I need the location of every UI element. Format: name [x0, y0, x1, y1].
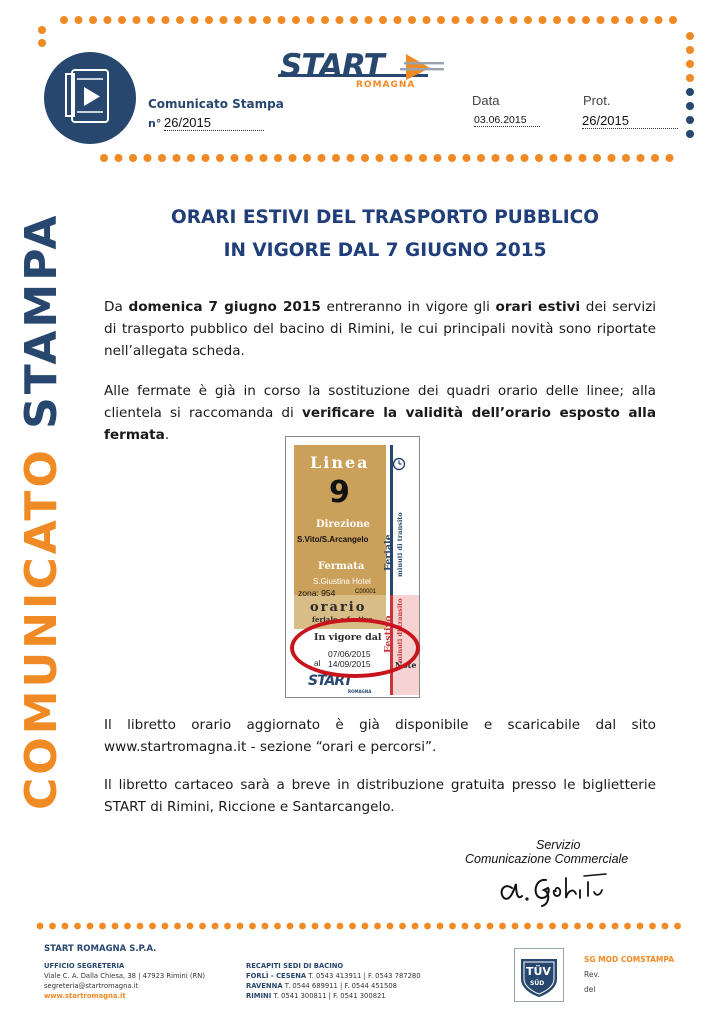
prot-label: Prot.	[583, 93, 611, 108]
prot-value: 26/2015	[582, 113, 678, 129]
frame-dot	[477, 154, 485, 162]
footer-dot	[562, 923, 569, 930]
footer-dot	[337, 923, 344, 930]
frame-dot	[550, 154, 558, 162]
frame-dot	[568, 16, 576, 24]
footer-dot	[437, 923, 444, 930]
title-line-1: ORARI ESTIVI DEL TRASPORTO PUBBLICO	[171, 207, 599, 228]
frame-dot	[686, 102, 694, 110]
frame-dot	[379, 16, 387, 24]
doc-type-label: Comunicato Stampa	[148, 97, 284, 111]
frame-dot	[669, 16, 677, 24]
tt-zona: zona: 954	[298, 588, 336, 598]
frame-dot	[115, 154, 123, 162]
footer-dot	[349, 923, 356, 930]
frame-dot	[292, 16, 300, 24]
footer-company: START ROMAGNA S.P.A.	[44, 944, 157, 954]
footer-dot	[299, 923, 306, 930]
frame-dot	[191, 16, 199, 24]
p1-bold-date: domenica 7 giugno 2015	[128, 299, 321, 315]
frame-dot	[495, 16, 503, 24]
frame-dot	[553, 16, 561, 24]
frame-dot	[437, 16, 445, 24]
footer-dot	[324, 923, 331, 930]
frame-dot	[147, 16, 155, 24]
footer-dot	[412, 923, 419, 930]
logo-brand-text: START	[280, 48, 384, 84]
footer-dot	[424, 923, 431, 930]
frame-dot	[686, 116, 694, 124]
footer-dot	[149, 923, 156, 930]
footer-dot	[199, 923, 206, 930]
p1-bold-orari: orari estivi	[495, 299, 581, 315]
footer-office-address: Viale C. A. Dalla Chiesa, 38 | 47923 Rimini (RN)	[44, 972, 205, 980]
frame-dot	[318, 154, 326, 162]
frame-dot	[332, 154, 340, 162]
frame-dot	[593, 154, 601, 162]
footer-dot	[512, 923, 519, 930]
tt-fermata-value: S.Giustina Hotel	[313, 577, 371, 586]
tt-direzione-label: Direzione	[316, 519, 370, 530]
paragraph-3: Il libretto orario aggiornato è già disponibile e scaricabile dal sito www.startromagna.it - sezione “orari e percorsi”.	[104, 717, 656, 755]
footer-mod-code: SG MOD COMSTAMPA	[584, 955, 675, 964]
frame-dot	[510, 16, 518, 24]
clock-icon	[392, 457, 406, 471]
footer-dot	[649, 923, 656, 930]
frame-dot	[336, 16, 344, 24]
frame-dot	[187, 154, 195, 162]
logo-sub-text: ROMAGNA	[356, 80, 416, 90]
press-release-badge	[44, 52, 136, 144]
footer-dot	[587, 923, 594, 930]
footer-recapiti-1-city: FORLÌ - CESENA	[246, 972, 307, 980]
footer-dot	[62, 923, 69, 930]
side-banner-word-1: COMUNICATO	[16, 447, 67, 810]
footer-dot	[662, 923, 669, 930]
frame-dot	[408, 16, 416, 24]
number-prefix: n°	[148, 117, 162, 130]
footer-office-email: segreteria@startromagna.it	[44, 982, 139, 990]
footer-dot	[312, 923, 319, 930]
frame-dot	[38, 26, 46, 34]
highlight-ring	[290, 615, 420, 678]
frame-dot	[524, 16, 532, 24]
footer-dot	[212, 923, 219, 930]
p1-text-e: dei servizi di trasporto pubblico del bacino di Rimini, le cui principali novità sono riportate nell’allegata scheda.	[104, 299, 657, 359]
frame-dot	[361, 154, 369, 162]
footer-recapiti-1: T. 0543 413911 | F. 0543 787280	[308, 972, 421, 980]
frame-dot	[492, 154, 500, 162]
frame-dot	[205, 16, 213, 24]
footer-dot	[549, 923, 556, 930]
footer-dot	[387, 923, 394, 930]
footer-dot	[249, 923, 256, 930]
frame-dot	[582, 16, 590, 24]
date-value: 03.06.2015	[474, 114, 540, 127]
footer-dot	[612, 923, 619, 930]
frame-dot	[452, 16, 460, 24]
frame-dot	[129, 154, 137, 162]
footer-recapiti-3: T. 0541 300811 | F. 0541 300821	[273, 992, 386, 1000]
start-romagna-logo	[278, 46, 448, 98]
frame-dot	[434, 154, 442, 162]
date-label: Data	[472, 93, 500, 108]
footer-dotted-line	[0, 920, 724, 932]
footer-recapiti-2-city: RAVENNA	[246, 982, 283, 990]
frame-dot	[521, 154, 529, 162]
p2-bold-verify: verificare la validità dell’orario esposto alla fermata	[104, 405, 657, 443]
p1-text-c: entreranno in vigore gli	[320, 299, 496, 315]
footer-dot	[524, 923, 531, 930]
footer-dot	[137, 923, 144, 930]
frame-dot	[481, 16, 489, 24]
footer-dot	[37, 923, 44, 930]
tt-vigore-label: In vigore dal	[314, 632, 382, 643]
handwritten-signature	[494, 868, 610, 908]
footer-dot	[449, 923, 456, 930]
footer-dot	[112, 923, 119, 930]
frame-dot	[419, 154, 427, 162]
frame-dot	[539, 16, 547, 24]
frame-dot	[390, 154, 398, 162]
frame-dot	[60, 16, 68, 24]
frame-dot	[423, 16, 431, 24]
tt-date-from: 07/06/2015	[328, 649, 371, 659]
tt-linea-number: 9	[329, 475, 350, 510]
tt-fermata-label: Fermata	[318, 561, 365, 572]
frame-dot	[133, 16, 141, 24]
tuv-label: TÜV	[526, 965, 551, 978]
footer-office-web: www.startromagna.it	[44, 992, 126, 1000]
footer-dot	[487, 923, 494, 930]
footer-dot	[262, 923, 269, 930]
frame-dot	[75, 16, 83, 24]
frame-dot	[579, 154, 587, 162]
frame-dot	[608, 154, 616, 162]
frame-dot	[622, 154, 630, 162]
footer-dot	[474, 923, 481, 930]
side-banner	[16, 213, 68, 810]
frame-dot	[686, 130, 694, 138]
frame-dot	[666, 154, 674, 162]
frame-dot	[118, 16, 126, 24]
frame-dot	[405, 154, 413, 162]
footer-office-title: UFFICIO SEGRETERIA	[44, 962, 125, 970]
tt-direzione-value: S.Vito/S.Arcangelo	[297, 535, 369, 544]
frame-dot	[202, 154, 210, 162]
tt-orario-sub: feriale e festivo	[312, 615, 373, 624]
frame-dot	[466, 16, 474, 24]
footer-dot	[237, 923, 244, 930]
paragraph-4: Il libretto cartaceo sarà a breve in distribuzione gratuita presso le biglietterie START di Rimini, Riccione e Santarcangelo.	[104, 777, 656, 815]
footer-dot	[399, 923, 406, 930]
footer-dot	[274, 923, 281, 930]
frame-dot	[394, 16, 402, 24]
frame-dot	[144, 154, 152, 162]
footer-dot	[537, 923, 544, 930]
tt-festivo-label: Festivo	[383, 615, 394, 653]
frame-dot	[564, 154, 572, 162]
frame-dot	[216, 154, 224, 162]
frame-dot	[89, 16, 97, 24]
frame-dot	[249, 16, 257, 24]
footer-dot	[87, 923, 94, 930]
frame-dot	[158, 154, 166, 162]
frame-dot	[263, 16, 271, 24]
paragraph-1	[104, 296, 656, 362]
footer-dot	[74, 923, 81, 930]
frame-dot	[321, 16, 329, 24]
frame-dot	[506, 154, 514, 162]
tuv-sub: SÜD	[530, 980, 545, 987]
tt-transito-blue: minuti di transito	[396, 512, 404, 577]
frame-dot	[637, 154, 645, 162]
footer-dot	[224, 923, 231, 930]
frame-dot	[289, 154, 297, 162]
footer-dot	[574, 923, 581, 930]
footer-dot	[362, 923, 369, 930]
footer-recapiti	[246, 961, 421, 1001]
tt-stop-code: C00001	[355, 589, 377, 595]
frame-dot	[104, 16, 112, 24]
frame-dot	[100, 154, 108, 162]
frame-dot	[231, 154, 239, 162]
tuv-certification-mark	[514, 948, 564, 1002]
signature-department: Comunicazione Commerciale	[465, 852, 629, 866]
frame-dot	[376, 154, 384, 162]
frame-dot	[365, 16, 373, 24]
frame-dot	[686, 88, 694, 96]
p2-text-a: Alle fermate è già in corso la sostituzione dei quadri orario delle linee; alla clientela si raccomanda di	[104, 383, 656, 421]
frame-dot	[173, 154, 181, 162]
footer-dot	[624, 923, 631, 930]
frame-dot	[651, 154, 659, 162]
frame-dot	[686, 46, 694, 54]
frame-dot	[655, 16, 663, 24]
frame-dot	[38, 39, 46, 47]
footer-recapiti-2: T. 0544 689911 | F. 0544 451508	[284, 982, 397, 990]
document-play-icon	[44, 52, 136, 144]
frame-dot	[307, 16, 315, 24]
signature-service: Servizio	[536, 838, 581, 852]
frame-dot	[463, 154, 471, 162]
footer-dot	[99, 923, 106, 930]
tt-date-to-prefix: al	[314, 659, 321, 668]
frame-dot	[245, 154, 253, 162]
footer-recapiti-3-city: RIMINI	[246, 992, 272, 1000]
frame-dot	[220, 16, 228, 24]
tt-transito-red: minuti di transito	[396, 598, 404, 663]
footer-dot	[599, 923, 606, 930]
frame-dot	[686, 74, 694, 82]
frame-dot	[234, 16, 242, 24]
footer-rev-label: Rev.	[584, 970, 600, 979]
frame-dot	[448, 154, 456, 162]
footer-dot	[499, 923, 506, 930]
tt-logo-text: START	[308, 673, 353, 689]
footer-dot	[162, 923, 169, 930]
frame-dot	[686, 60, 694, 68]
frame-dot	[162, 16, 170, 24]
footer-office	[44, 961, 205, 1001]
frame-dot	[278, 16, 286, 24]
tt-linea-label: Linea	[310, 453, 370, 472]
frame-dot	[611, 16, 619, 24]
frame-dot	[176, 16, 184, 24]
footer-dot	[287, 923, 294, 930]
tt-note-label: Note	[395, 660, 417, 670]
frame-dot	[535, 154, 543, 162]
footer-dot	[637, 923, 644, 930]
frame-dot	[260, 154, 268, 162]
footer-dot	[174, 923, 181, 930]
tt-feriale-label: Feriale	[383, 534, 394, 571]
footer-dot	[187, 923, 194, 930]
frame-dot	[350, 16, 358, 24]
side-banner-word-2: STAMPA	[16, 212, 67, 429]
p2-text-c: .	[164, 427, 170, 443]
frame-dot	[274, 154, 282, 162]
title-line-2: IN VIGORE DAL 7 GIUGNO 2015	[223, 240, 547, 261]
footer-dot	[374, 923, 381, 930]
footer-recapiti-title: RECAPITI SEDI DI BACINO	[246, 962, 344, 970]
tt-orario-label: orario	[310, 600, 367, 615]
p1-text-a: Da	[104, 299, 129, 315]
frame-dot	[640, 16, 648, 24]
frame-dot	[303, 154, 311, 162]
tt-logo-sub: ROMAGNA	[348, 689, 372, 694]
footer-dot	[674, 923, 681, 930]
footer-dot	[124, 923, 131, 930]
frame-dot	[686, 32, 694, 40]
footer-del-label: del	[584, 985, 596, 994]
footer-dot	[49, 923, 56, 930]
frame-dot	[597, 16, 605, 24]
frame-dot	[347, 154, 355, 162]
tt-date-to: 14/09/2015	[328, 659, 371, 669]
footer-dot	[462, 923, 469, 930]
frame-dot	[626, 16, 634, 24]
number-value: 26/2015	[164, 115, 264, 131]
